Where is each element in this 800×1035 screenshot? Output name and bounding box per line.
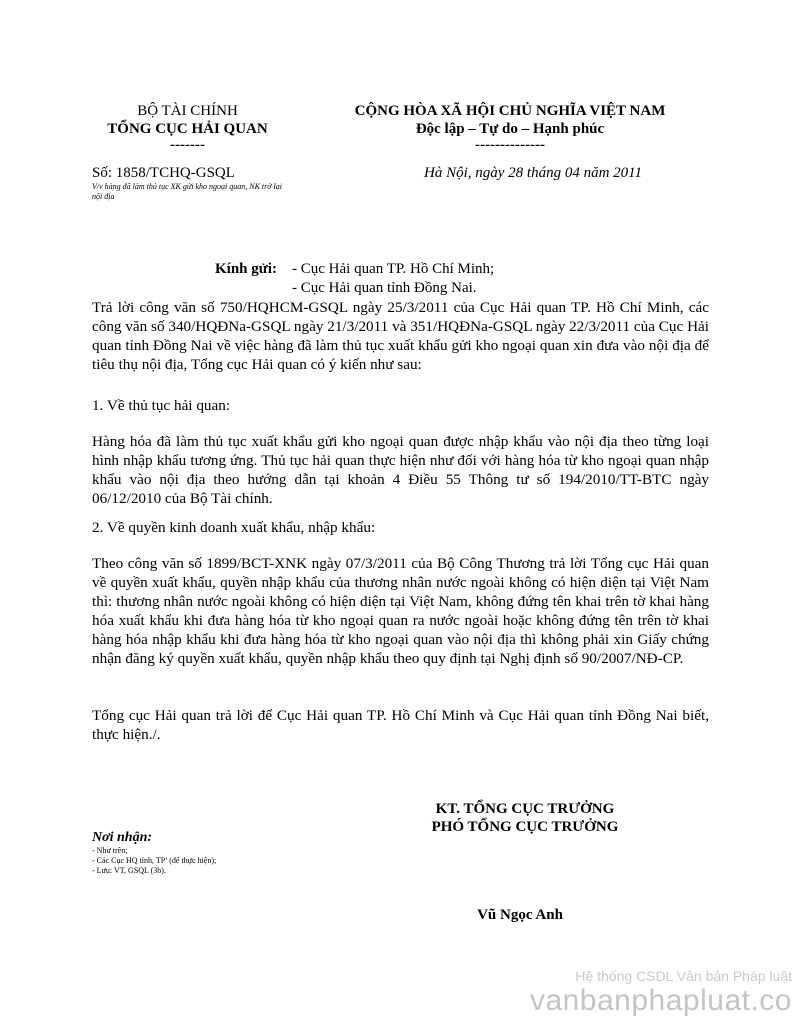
recipients-label: Kính gửi:: [215, 261, 277, 277]
signature-title-2: PHÓ TỔNG CỤC TRƯỞNG: [431, 819, 619, 835]
header-left-separator: -------: [170, 137, 205, 153]
header-left: [60, 102, 315, 152]
section1-title: 1. Về thủ tục hải quan:: [92, 397, 231, 414]
signature-block: [390, 800, 660, 836]
recipient-item: - Cục Hải quan TP. Hồ Chí Minh;: [292, 261, 495, 277]
doc-number: Số: 1858/TCHQ-GSQL: [92, 165, 235, 181]
section2-title: 2. Về quyền kinh doanh xuất khẩu, nhập khẩu:: [92, 519, 376, 536]
ministry-name: BỘ TÀI CHÍNH: [137, 103, 238, 119]
signer-name: Vũ Ngọc Anh: [477, 907, 563, 923]
doc-subject: V/v hàng đã làm thủ tục XK gửi kho ngoại quan, NK trở lại nội địa: [92, 182, 282, 201]
distribution-item: - Như trên;: [92, 846, 128, 855]
header-right-separator: --------------: [475, 137, 545, 153]
distribution-item: - Các Cục HQ tỉnh, TP’ (để thực hiện);: [92, 856, 217, 865]
header-right: [300, 102, 720, 152]
place-date: Hà Nội, ngày 28 tháng 04 năm 2011: [424, 165, 643, 181]
department-name: TỔNG CỤC HẢI QUAN: [107, 121, 268, 137]
watermark-caption: Hệ thống CSDL Văn bản Pháp luật: [575, 968, 792, 984]
motto: Độc lập – Tự do – Hạnh phúc: [415, 121, 605, 137]
distribution-item: - Lưu: VT, GSQL (3b).: [92, 866, 166, 875]
section2-paragraph: Theo công văn số 1899/BCT-XNK ngày 07/3/2011 của Bộ Công Thương trả lời Tổng cục Hải quan về quyền xuất khẩu, quyền nhập khẩu của thương nhân nước ngoài không có hiện diện tại Việt Nam thì: thương nhân nước ngoài không có hiện diện tại Việt Nam, không đứng tên khai trên tờ khai hàng hóa xuất khẩu khi đưa hàng hóa từ kho ngoại quan ra nước ngoài hoặc không đứng tên trên tờ khai hàng hóa nhập khẩu khi đưa hàng hóa từ kho ngoại quan vào nội địa thì không phải xin Giấy chứng nhận đăng ký quyền xuất khẩu, quyền nhập khẩu theo quy định tại Nghị định số 90/2007/NĐ-CP.: [92, 555, 709, 667]
distribution-block: [92, 830, 332, 876]
recipients-list: [292, 260, 692, 298]
closing-paragraph: Tổng cục Hải quan trả lời để Cục Hải quan TP. Hồ Chí Minh và Cục Hải quan tỉnh Đồng Nai biết, thực hiện./.: [92, 707, 709, 743]
watermark-site: vanbanphapluat.co: [529, 984, 792, 1017]
intro-paragraph: Trả lời công văn số 750/HQHCM-GSQL ngày 25/3/2011 của Cục Hải quan TP. Hồ Chí Minh, các công văn số 340/HQĐNa-GSQL ngày 21/3/2011 và 351/HQĐNa-GSQL ngày 22/3/2011 của Cục Hải quan tỉnh Đồng Nai về việc hàng đã làm thủ tục xuất khẩu gửi kho ngoại quan xin đưa vào nội địa để tiêu thụ nội địa, Tổng cục Hải quan có ý kiến như sau:: [92, 299, 709, 373]
signature-title-1: KT. TỔNG CỤC TRƯỞNG: [435, 801, 615, 817]
country-name: CỘNG HÒA XÃ HỘI CHỦ NGHĨA VIỆT NAM: [354, 103, 666, 119]
distribution-title: Nơi nhận:: [92, 830, 153, 845]
recipient-item: - Cục Hải quan tỉnh Đồng Nai.: [292, 280, 477, 296]
section1-paragraph: Hàng hóa đã làm thủ tục xuất khẩu gửi kho ngoại quan được nhập khẩu vào nội địa theo từng loại hình nhập khẩu tương ứng. Thủ tục hải quan thực hiện như đối với hàng hóa từ kho ngoại quan nhập khẩu vào nội địa theo hướng dẫn tại khoản 4 Điều 55 Thông tư số 194/2010/TT-BTC ngày 06/12/2010 của Bộ Tài chính.: [92, 433, 709, 507]
